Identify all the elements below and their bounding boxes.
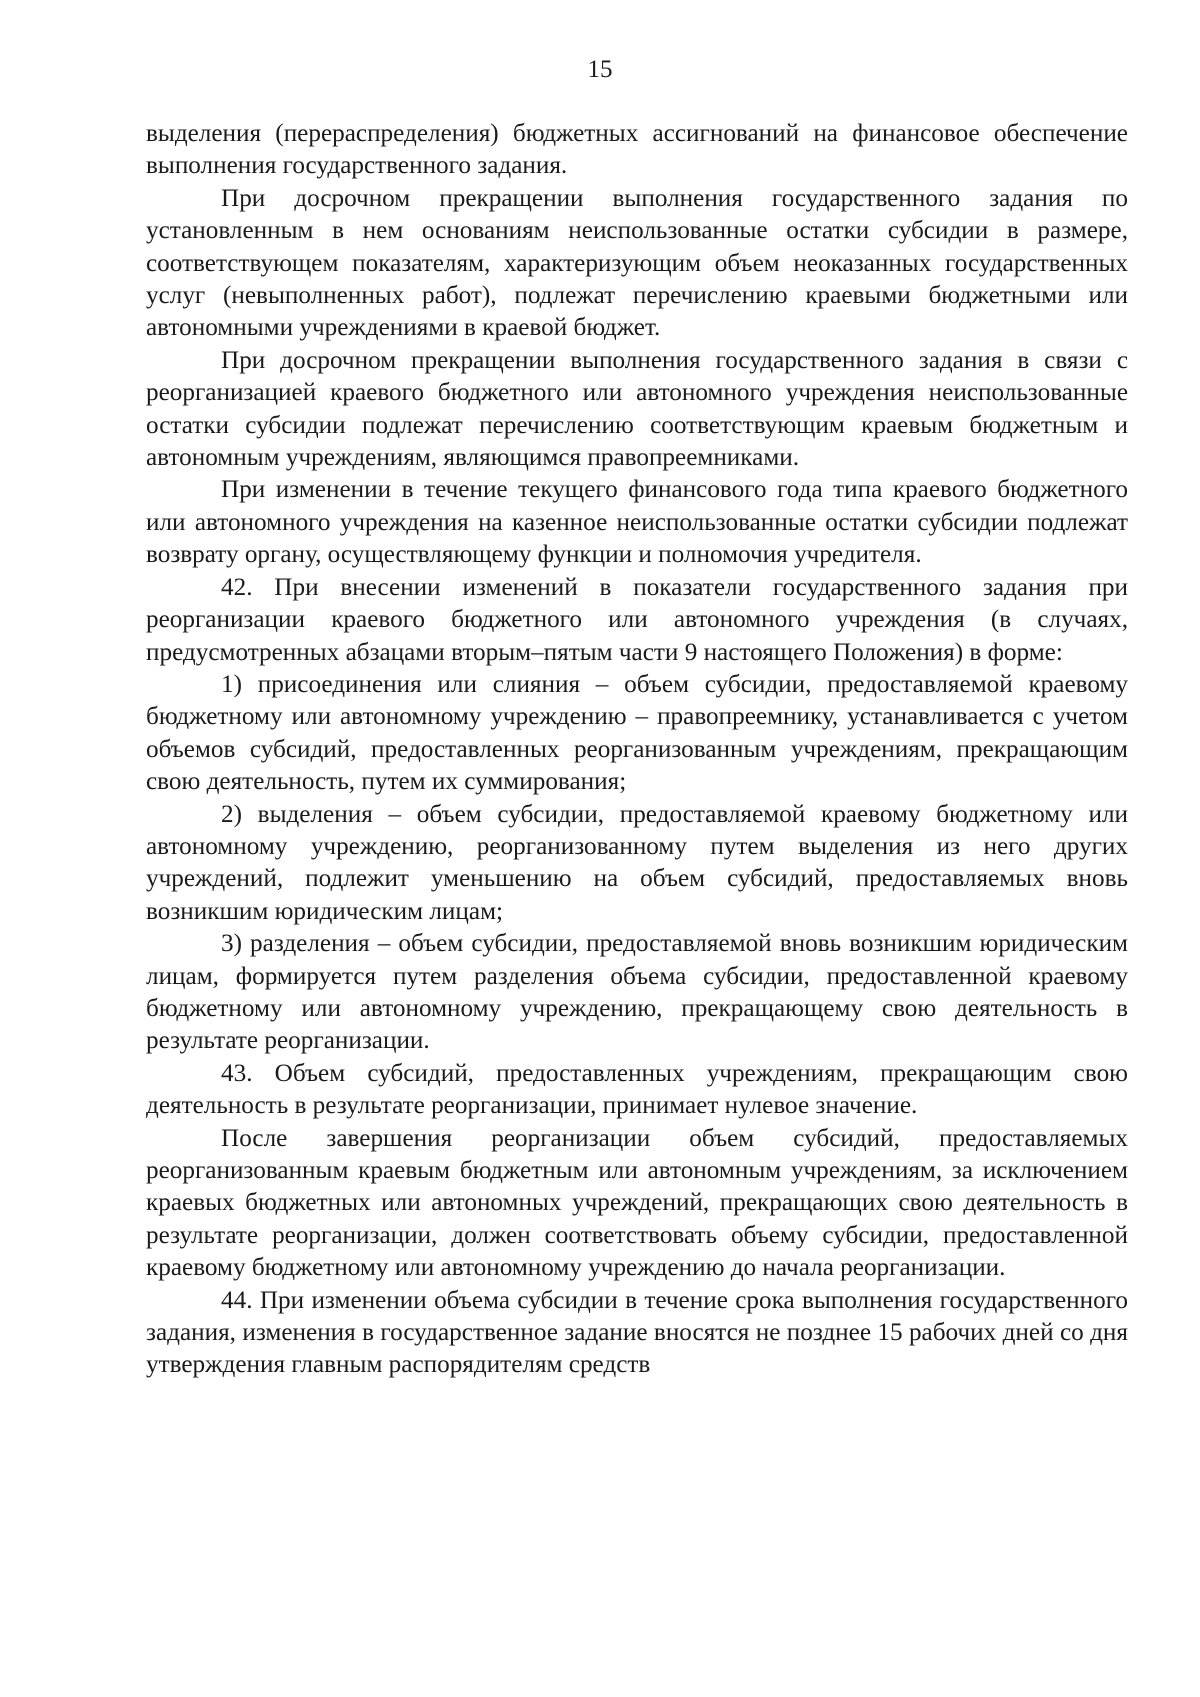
document-body bbox=[146, 118, 1128, 1382]
clause-42-item-2: 2) выделения – объем субсидии, предоставляемой краевому бюджетному или автономному учреждению, реорганизованному путем выделения из него других учреждений, подлежит уменьшению на объем субсидий, предоставляемых вновь возникшим юридическим лицам; bbox=[146, 800, 1128, 925]
clause-44: 44. При изменении объема субсидии в течение срока выполнения государственного задания, изменения в государственное задание вносятся не позднее 15 рабочих дней со дня утверждения главным распорядителям средств bbox=[146, 1286, 1128, 1379]
page-number: 15 bbox=[587, 56, 613, 83]
paragraph-early-termination: При досрочном прекращении выполнения государственного задания по установленным в нем основаниям неиспользованные остатки субсидии в размере, соответствующем показателям, характеризующим объем неоказанных государственных услуг (невыполненных работ), подлежат перечислению краевыми бюджетными или автономными учреждениями в краевой бюджет. bbox=[146, 184, 1128, 342]
paragraph-after-reorganization: После завершения реорганизации объем субсидий, предоставляемых реорганизованным краевым бюджетным или автономным учреждениям, за исключением краевых бюджетных или автономных учреждений, прекращающих свою деятельность в результате реорганизации, должен соответствовать объему субсидии, предоставленной краевому бюджетному или автономному учреждению до начала реорганизации. bbox=[146, 1124, 1128, 1282]
paragraph-reorganization-termination: При досрочном прекращении выполнения государственного задания в связи с реорганизацией краевого бюджетного или автономного учреждения неиспользованные остатки субсидии подлежат перечислению соответствующим краевым бюджетным и автономным учреждениям, являющимся правопреемниками. bbox=[146, 346, 1128, 472]
clause-43: 43. Объем субсидий, предоставленных учреждениям, прекращающим свою деятельность в результате реорганизации, принимает нулевое значение. bbox=[146, 1059, 1128, 1120]
paragraph-type-change: При изменении в течение текущего финансового года типа краевого бюджетного или автономного учреждения на казенное неиспользованные остатки субсидии подлежат возврату органу, осуществляющему функции и полномочия учредителя. bbox=[146, 476, 1128, 569]
clause-42-item-3: 3) разделения – объем субсидии, предоставляемой вновь возникшим юридическим лицам, формируется путем разделения объема субсидии, предоставленной краевому бюджетному или автономному учреждению, прекращающему свою деятельность в результате реорганизации. bbox=[146, 930, 1128, 1055]
clause-42-item-1: 1) присоединения или слияния – объем субсидии, предоставляемой краевому бюджетному или автономному учреждению – правопреемнику, устанавливается с учетом объемов субсидий, предоставленных реорганизованным учреждениям, прекращающим свою деятельность, путем их суммирования; bbox=[146, 670, 1128, 796]
clause-42: 42. При внесении изменений в показатели государственного задания при реорганизации краевого бюджетного или автономного учреждения (в случаях, предусмотренных абзацами вторым–пятым части 9 настоящего Положения) в форме: bbox=[146, 573, 1128, 666]
paragraph-continuation: выделения (перераспределения) бюджетных ассигнований на финансовое обеспечение выполнения государственного задания. bbox=[146, 120, 1128, 180]
